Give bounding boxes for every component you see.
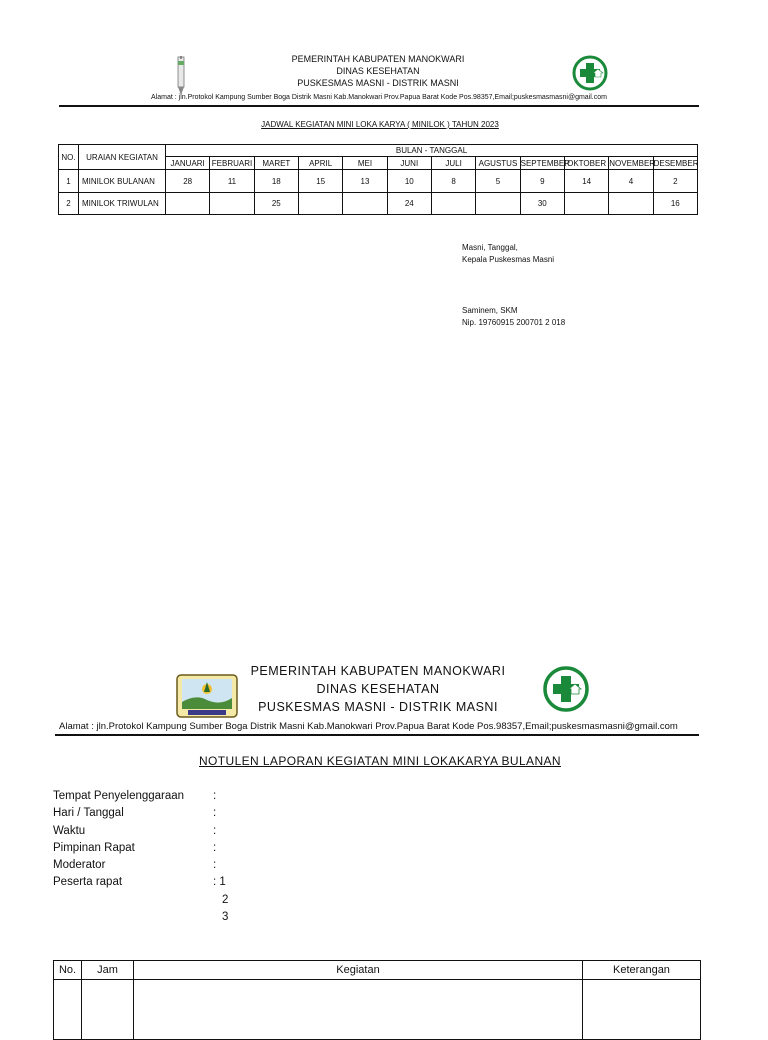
date-cell: 8 — [431, 170, 475, 193]
form-separator: : — [213, 790, 217, 802]
date-cell — [298, 193, 342, 215]
date-cell — [609, 193, 653, 215]
month-header: MARET — [254, 157, 298, 170]
month-header: JANUARI — [166, 157, 210, 170]
schedule-table — [58, 144, 698, 215]
form-label: Moderator — [53, 859, 106, 872]
notulen-title: NOTULEN LAPORAN KEGIATAN MINI LOKAKARYA BULANAN — [198, 754, 561, 768]
clinic-title-2: PUSKESMAS MASNI - DISTRIK MASNI — [258, 700, 498, 714]
month-header: MEI — [343, 157, 387, 170]
pen-logo-icon — [174, 55, 188, 97]
participant-number: 2 — [222, 893, 229, 906]
form-separator: : — [213, 859, 217, 872]
date-cell: 4 — [609, 170, 653, 193]
table-row — [59, 170, 698, 193]
gov-title-2: PEMERINTAH KABUPATEN MANOKWARI — [250, 664, 506, 678]
table-row — [59, 193, 698, 215]
date-cell — [210, 193, 254, 215]
header-divider — [59, 105, 699, 107]
date-cell: 5 — [476, 170, 520, 193]
date-cell: 24 — [387, 193, 431, 215]
row-activity: MINILOK BULANAN — [79, 170, 166, 193]
date-cell: 15 — [298, 170, 342, 193]
date-cell: 9 — [520, 170, 564, 193]
puskesmas-logo-icon — [572, 55, 608, 91]
date-cell: 11 — [210, 170, 254, 193]
date-cell — [431, 193, 475, 215]
form-label: Tempat Penyelenggaraan — [53, 790, 185, 802]
date-cell: 2 — [653, 170, 697, 193]
agency-title-2: DINAS KESEHATAN — [316, 682, 440, 696]
date-cell: 30 — [520, 193, 564, 215]
signature-name: Saminem, SKM — [462, 306, 518, 315]
date-cell: 18 — [254, 170, 298, 193]
form-separators — [213, 788, 228, 926]
form-label: Pimpinan Rapat — [53, 841, 135, 854]
date-cell: 13 — [343, 170, 387, 193]
signature-position: Kepala Puskesmas Masni — [462, 255, 555, 264]
agency-title: DINAS KESEHATAN — [336, 66, 420, 76]
row-no: 2 — [59, 193, 79, 215]
table-row — [54, 980, 701, 1040]
col-activity-header: URAIAN KEGIATAN — [79, 145, 166, 170]
schedule-title: JADWAL KEGIATAN MINI LOKA KARYA ( MINILOK ) TAHUN 2023 — [261, 120, 499, 129]
form-label: Waktu — [53, 824, 86, 837]
signature-block — [462, 242, 554, 266]
month-header: FEBRUARI — [211, 158, 253, 168]
col-jam-header: Jam — [82, 961, 134, 980]
row-activity: MINILOK TRIWULAN — [79, 193, 166, 215]
form-labels — [53, 788, 184, 892]
col-no-header-2: No. — [54, 961, 82, 980]
puskesmas-logo-icon-2 — [543, 666, 589, 712]
address-line-2: Alamat : jln.Protokol Kampung Sumber Boga Distrik Masni Kab.Manokwari Prov.Papua Barat Kode Pos.98357,Email;puskesmasmasni@gmail.com — [59, 721, 678, 732]
form-separator: : — [213, 807, 217, 820]
date-cell — [343, 193, 387, 215]
date-cell: 16 — [653, 193, 697, 215]
col-keterangan-header: Keterangan — [583, 961, 701, 980]
date-cell — [476, 193, 520, 215]
date-cell: 28 — [166, 170, 210, 193]
date-cell — [564, 193, 608, 215]
col-no-header: NO. — [59, 145, 79, 170]
signature-nip: Nip. 19760915 200701 2 018 — [462, 318, 566, 327]
month-header: JUNI — [387, 157, 431, 170]
form-separator: : — [213, 841, 217, 854]
gov-title: PEMERINTAH KABUPATEN MANOKWARI — [291, 54, 465, 64]
notulen-table — [53, 960, 701, 1040]
form-separator: : — [213, 824, 217, 837]
date-cell: 10 — [387, 170, 431, 193]
header-divider-2 — [55, 734, 699, 736]
clinic-title: PUSKESMAS MASNI - DISTRIK MASNI — [297, 78, 459, 88]
date-cell — [166, 193, 210, 215]
month-header: AGUSTUS — [476, 157, 520, 170]
month-header: NOVEMBER — [609, 158, 656, 168]
date-cell: 14 — [564, 170, 608, 193]
month-header: JULI — [431, 157, 475, 170]
month-header: APRIL — [298, 157, 342, 170]
col-kegiatan-header: Kegiatan — [134, 961, 583, 980]
month-header: OKTOBER — [564, 157, 608, 170]
form-label: Hari / Tanggal — [53, 807, 124, 820]
col-month-group-header: BULAN - TANGGAL — [166, 145, 698, 157]
row-no: 1 — [59, 170, 79, 193]
address-line: Alamat : jln.Protokol Kampung Sumber Boga Distrik Masni Kab.Manokwari Prov.Papua Barat Kode Pos.98357,Email;puskesmasmasni@gmail.com — [151, 94, 607, 101]
month-header: SEPTEMBER — [520, 158, 570, 168]
form-label: Peserta rapat — [53, 876, 123, 889]
form-separator: : 1 — [213, 876, 226, 889]
signature-place-date: Masni, Tanggal, — [462, 243, 518, 252]
date-cell: 25 — [254, 193, 298, 215]
participant-number: 3 — [222, 911, 229, 924]
month-header: DESEMBER — [653, 158, 699, 168]
